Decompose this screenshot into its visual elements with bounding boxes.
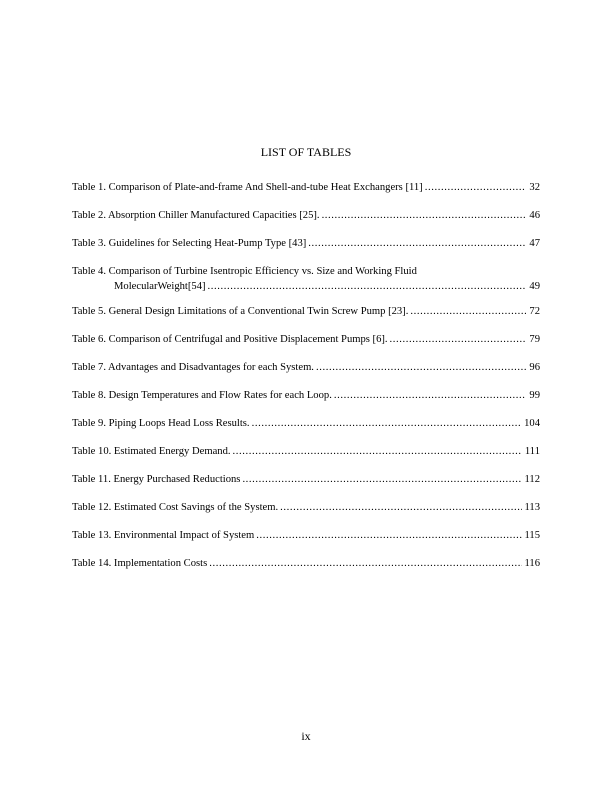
entry-label: Table 7. Advantages and Disadvantages for each System. <box>72 362 314 373</box>
entry-label: Table 14. Implementation Costs <box>72 558 208 569</box>
toc-entry-table-6[interactable] <box>72 332 540 347</box>
toc-entry-table-7[interactable] <box>72 360 540 375</box>
toc-entry-table-2[interactable] <box>72 208 540 223</box>
entry-page-number: 96 <box>529 362 540 373</box>
toc-entry-table-5[interactable] <box>72 304 540 319</box>
entry-page-number: 99 <box>529 390 540 401</box>
entry-page-number: 47 <box>529 238 540 249</box>
dot-leader <box>308 236 526 251</box>
entry-label: Table 11. Energy Purchased Reductions <box>72 474 241 485</box>
entry-page-number: 49 <box>529 281 540 292</box>
page-title: LIST OF TABLES <box>260 145 352 159</box>
dot-leader <box>256 528 521 543</box>
dot-leader <box>425 180 527 195</box>
dot-leader <box>252 416 522 431</box>
dot-leader <box>410 304 526 319</box>
dot-leader <box>208 279 527 294</box>
toc-entry-table-8[interactable] <box>72 388 540 403</box>
entry-page-number: 46 <box>529 210 540 221</box>
dot-leader <box>316 360 526 375</box>
entry-page-number: 112 <box>524 474 540 485</box>
entry-label: Table 5. General Design Limitations of a Conventional Twin Screw Pump [23]. <box>72 306 409 317</box>
toc-entry-table-13[interactable] <box>72 528 540 543</box>
toc-entry-table-12[interactable] <box>72 500 540 515</box>
entry-label: Table 1. Comparison of Plate-and-frame And Shell-and-tube Heat Exchangers [11] <box>72 182 423 193</box>
dot-leader <box>322 208 527 223</box>
entry-page-number: 111 <box>524 446 540 457</box>
dot-leader <box>209 556 521 571</box>
entry-label: Table 9. Piping Loops Head Loss Results. <box>72 418 250 429</box>
entry-label: Table 8. Design Temperatures and Flow Rates for each Loop. <box>72 390 332 401</box>
entry-label: Table 4. Comparison of Turbine Isentropic Efficiency vs. Size and Working Fluid <box>72 266 417 277</box>
entry-page-number: 72 <box>529 306 540 317</box>
toc-entry-table-14[interactable] <box>72 556 540 571</box>
toc-entry-table-3[interactable] <box>72 236 540 251</box>
entry-label: Table 3. Guidelines for Selecting Heat-Pump Type [43] <box>72 238 307 249</box>
entry-label-continued: MolecularWeight[54] <box>114 281 206 292</box>
dot-leader <box>233 444 522 459</box>
entry-label: Table 12. Estimated Cost Savings of the System. <box>72 502 279 513</box>
toc-entry-table-11[interactable] <box>72 472 540 487</box>
entry-label: Table 13. Environmental Impact of System <box>72 530 255 541</box>
entry-page-number: 104 <box>524 418 540 429</box>
entry-label: Table 6. Comparison of Centrifugal and Positive Displacement Pumps [6]. <box>72 334 388 345</box>
toc-entry-table-1[interactable] <box>72 180 540 195</box>
page-number-footer: ix <box>301 729 311 743</box>
entry-page-number: 32 <box>529 182 540 193</box>
dot-leader <box>390 332 527 347</box>
dot-leader <box>334 388 527 403</box>
entry-page-number: 79 <box>529 334 540 345</box>
toc-entry-table-10[interactable] <box>72 444 540 459</box>
toc-entry-table-4[interactable] <box>72 264 540 294</box>
dot-leader <box>242 472 521 487</box>
entry-page-number: 115 <box>524 530 540 541</box>
entry-label: Table 10. Estimated Energy Demand. <box>72 446 231 457</box>
dot-leader <box>280 500 521 515</box>
toc-entry-table-9[interactable] <box>72 416 540 431</box>
entry-page-number: 116 <box>524 558 540 569</box>
entry-label: Table 2. Absorption Chiller Manufactured Capacities [25]. <box>72 210 320 221</box>
entry-page-number: 113 <box>524 502 540 513</box>
